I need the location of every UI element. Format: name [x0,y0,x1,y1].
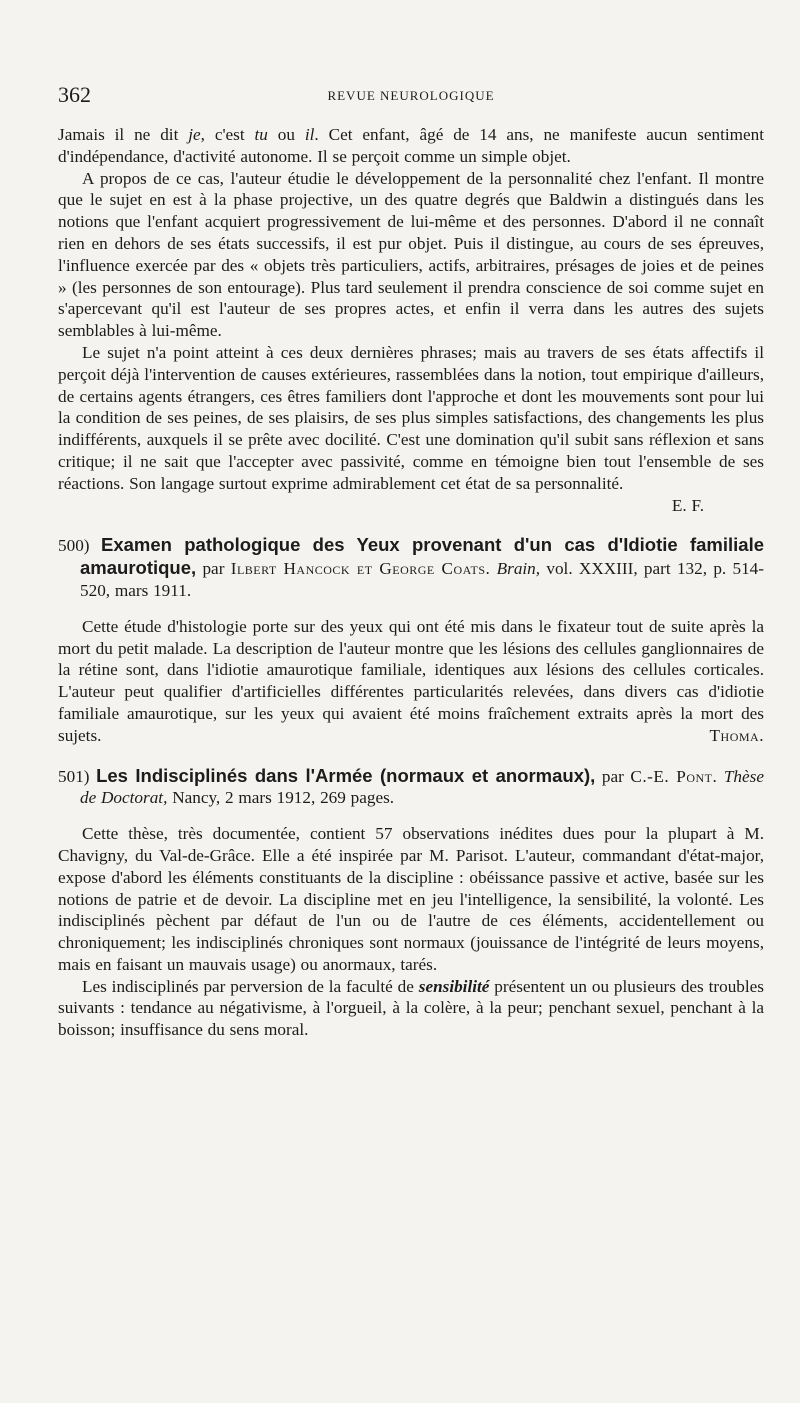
review-paragraph-2: A propos de ce cas, l'auteur étudie le développement de la personnalité chez l'enfant. Il montre que le sujet en est à la phase projective, un des quatre degrés que Baldwin a distingués dans les notions que l'enfant acquiert progressivement de lui-même et des personnes. D'abord il ne connaît rien en dehors de ses états successifs, il est pur objet. Puis il distingue, au cours de ses épreuves, l'influence exercée par des « objets très particuliers, actifs, arbitraires, présages de joies et de peines » (les personnes de son entourage). Plus tard seulement il prendra conscience de soi comme sujet en s'apercevant qu'il est l'auteur de ses propres actes, et enfin il verra dans les autres des sujets semblables à lui-même. [58,168,764,341]
entry-501-paragraph-2: Les indisciplinés par perversion de la faculté de sensibilité présentent un ou plusieurs des troubles suivants : tendance au négativisme, à l'orgueil, à la colère, à la peur; penchant sexuel, penchant à la boisson; insuffisance du sens moral. [58,976,764,1040]
entry-501-citation: Nancy, 2 mars 1912, 269 pages. [167,788,395,808]
entry-501-thesis: Thèse de Doctorat, [80,766,764,808]
review-paragraph-3: Le sujet n'a point atteint à ces deux dernières phrases; mais au travers de ses états affectifs il perçoit déjà l'intervention de causes extérieures, rassemblées dans la notion, tout empirique d'ailleurs, de certains agents étrangers, ces êtres familiers dont l'approche et dont les mouvements sont pour lui la condition de ses peines, de ses plaisirs, de ses plus simples satisfactions, des changements les plus indifférents, auxquels il se prête avec docilité. C'est une domination qu'il subit sans réflexion et sans critique; il ne sait que l'accepter avec passivité, comme en témoigne bien tout l'ensemble de ses réactions. Son langage surtout exprime admirablement cet état de sa personnalité. [58,342,764,493]
entry-500-title: Examen pathologique des Yeux provenant d'un cas d'Idiotie familiale amaurotique, [80,534,765,579]
entry-500-number: 500) [58,536,90,556]
entry-501-heading: 501) Les Indisciplinés dans l'Armée (normaux et anormaux), par C.-E. Pont. Thèse de Doctorat, Nancy, 2 mars 1912, 269 pages. [58,764,764,808]
entry-500-body: Cette étude d'histologie porte sur des yeux qui ont été mis dans le fixateur tout de suite après la mort du petit malade. La description de l'auteur montre que les lésions des cellules ganglionnaires de la rétine sont, dans l'idiotie amaurotique familiale, identiques aux lésions des cellules corticales. L'auteur peut qualifier d'artificielles différentes particularités relevées, dans divers cas d'idiotie familiale amaurotique, sur les yeux qui avaient été moins fraîchement extraits après la mort des sujets. Thoma. [58,616,764,745]
page-number: 362 [58,82,91,107]
entry-500-heading: 500) Examen pathologique des Yeux provenant d'un cas d'Idiotie familiale amaurotique, par Ilbert Hancock et George Coats. Brain, vol. XXXIII, part 132, p. 514-520, mars 1911. [58,534,765,600]
entry-500-authors: Ilbert Hancock et George Coats. [230,559,491,579]
entry-501-author: C.-E. Pont. [630,766,718,786]
review-paragraph-1: Jamais il ne dit je, c'est tu ou il. Cet enfant, âgé de 14 ans, ne manifeste aucun sentiment d'indépendance, d'activité autonome. Il se perçoit comme un simple objet. [58,125,765,166]
page-body [58,124,764,1041]
journal-title: REVUE NEUROLOGIQUE [327,88,495,103]
entry-500-journal: Brain, [496,559,541,579]
running-head [58,84,764,110]
entry-501-number: 501) [58,766,90,786]
entry-501-title: Les Indisciplinés dans l'Armée (normaux et anormaux), [96,764,596,786]
entry-501-paragraph-1: Cette thèse, très documentée, contient 57 observations inédites dues pour la plupart à M. Chavigny, du Val-de-Grâce. Elle a été inspirée par M. Parisot. L'auteur, commandant d'état-major, expose d'abord les éléments constituants de la discipline : obéissance passive et active, basée sur les notions de patrie et de devoir. La discipline met en jeu l'intelligence, la sensibilité, la volonté. Les indisciplinés pèchent par défaut de l'un ou de l'autre de ces éléments, accidentellement ou chroniquement; les indisciplinés chroniques sont normaux (jouissance de l'intégrité de leurs moyens, mais en faisant un mauvais usage) ou anormaux, tarés. [58,824,764,974]
entry-500-citation: vol. XXXIII, part 132, p. 514-520, mars 1911. [80,559,765,600]
review-signature: E. F. [671,495,704,515]
entry-500-signature: Thoma. [709,725,764,745]
